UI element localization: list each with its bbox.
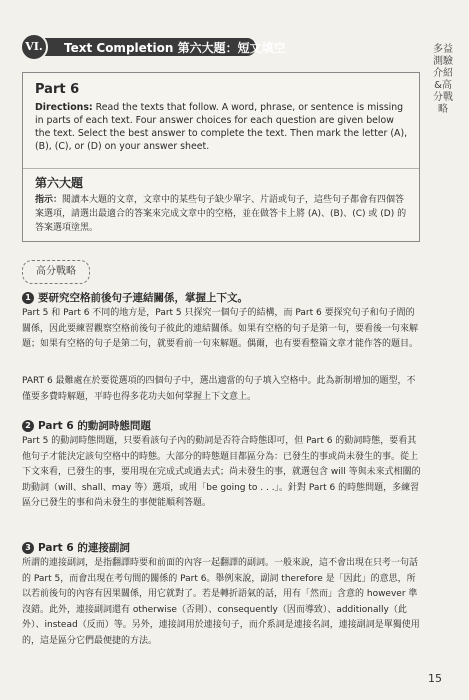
item-3-number: 3 <box>22 542 34 554</box>
item-2-heading <box>22 418 151 433</box>
item-1-paragraph-2: PART 6 最難處在於要從選項的四個句子中，選出適當的句子填入空格中。此為新制增加的題型，不僅要多費時解題，平時也得多花功夫如何掌握上下文意上。 <box>22 376 416 402</box>
section-header <box>22 35 286 59</box>
page-number: 15 <box>428 672 442 685</box>
item-1-number: 1 <box>22 292 34 304</box>
english-directions-text: Read the texts that follow. A word, phrase, or sentence is missing in parts of each text. Four answer choices for each question are given below the text. Select the best answer to complete the text. Then mark the letter (A), (B), (C), or (D) on your answer sheet. <box>35 102 408 152</box>
part-title: Part 6 <box>35 82 80 97</box>
chinese-part-title: 第六大題 <box>35 176 84 190</box>
item-2-paragraph-1: Part 5 的動詞時態問題，只要看該句子內的動詞是否符合時態即可，但 Part 6 的動詞時態，要看其他句子才能決定該句空格中的時態。大部分的時態題目都區分為：已發生的事或尚未發生的事。從上下文來看，已發生的事，要用現在完成式或過去式；尚未發生的事，就選包含 will 等與未來式相關的助動詞（will、shall、may 等）選項，或用「be going to . . .」。針對 Part 6 的時態問題，多練習區分已發生的事和尚未發生的事便能順利答題。 <box>22 436 421 509</box>
chinese-directions-label: 指示： <box>35 195 63 205</box>
chinese-directions-text: 閱讀本大題的文章，文章中的某些句子缺少單字、片語或句子，這些句子都會有四個答案選項，請選出最適合的答案來完成文章中的空格，並在做答卡上將 (A)、(B)、(C) 或 (D) 的答案選項塗黑。 <box>35 195 407 233</box>
item-2-heading-text: Part 6 的動詞時態問題 <box>38 420 151 432</box>
item-2-number: 2 <box>22 420 34 432</box>
strategy-tag: 高分戰略 <box>22 260 90 284</box>
chinese-directions <box>35 193 411 235</box>
english-directions-label: Directions: <box>35 102 93 113</box>
item-1-paragraph-1: Part 5 和 Part 6 不同的地方是，Part 5 只探究一個句子的結構，而 Part 6 要探究句子和句子間的關係，因此要練習觀察空格前後句子彼此的連結關係。如果有空格的句子是第一句，要看後一句來解題；如果有空格的句子是第二句，就要看前一句來解題。偶爾，也有要看整篇文章才能作答的題目。 <box>22 308 419 350</box>
item-1-heading <box>22 290 248 305</box>
item-3-heading-text: Part 6 的連接副詞 <box>38 542 130 554</box>
section-title: Text Completion 第六大題：短文填空 <box>64 41 286 55</box>
english-directions <box>35 101 411 153</box>
side-chapter-label: 多益測驗介紹&高分戰略 <box>433 44 453 115</box>
item-3-paragraph-1: 所謂的連接副詞，是指翻譯時要和前面的內容一起翻譯的副詞。一般來說，這不會出現在只考一句話的 Part 5，而會出現在考句間的關係的 Part 6。舉例來說，副詞 therefore 是「因此」的意思，所以若前後句的內容有因果關係，用它就對了。若是轉折語氣的話，用有「然而」含意的 however 準沒錯。此外，連接副詞還有 otherwise（否則）、consequently（因而導致）、additionally（此外）、instead（反而）等。另外，連接詞用於連接句子，而介系詞是連接名詞，連接副詞是單獨使用的，這是區分它們最便捷的方法。 <box>22 558 420 646</box>
item-3-heading <box>22 540 130 555</box>
directions-box <box>22 72 420 242</box>
section-numeral-badge: VI. <box>20 33 48 61</box>
box-divider <box>23 168 419 169</box>
section-title-bar <box>30 38 286 56</box>
item-1-heading-text: 要研究空格前後句子連結關係，掌握上下文。 <box>38 292 248 304</box>
